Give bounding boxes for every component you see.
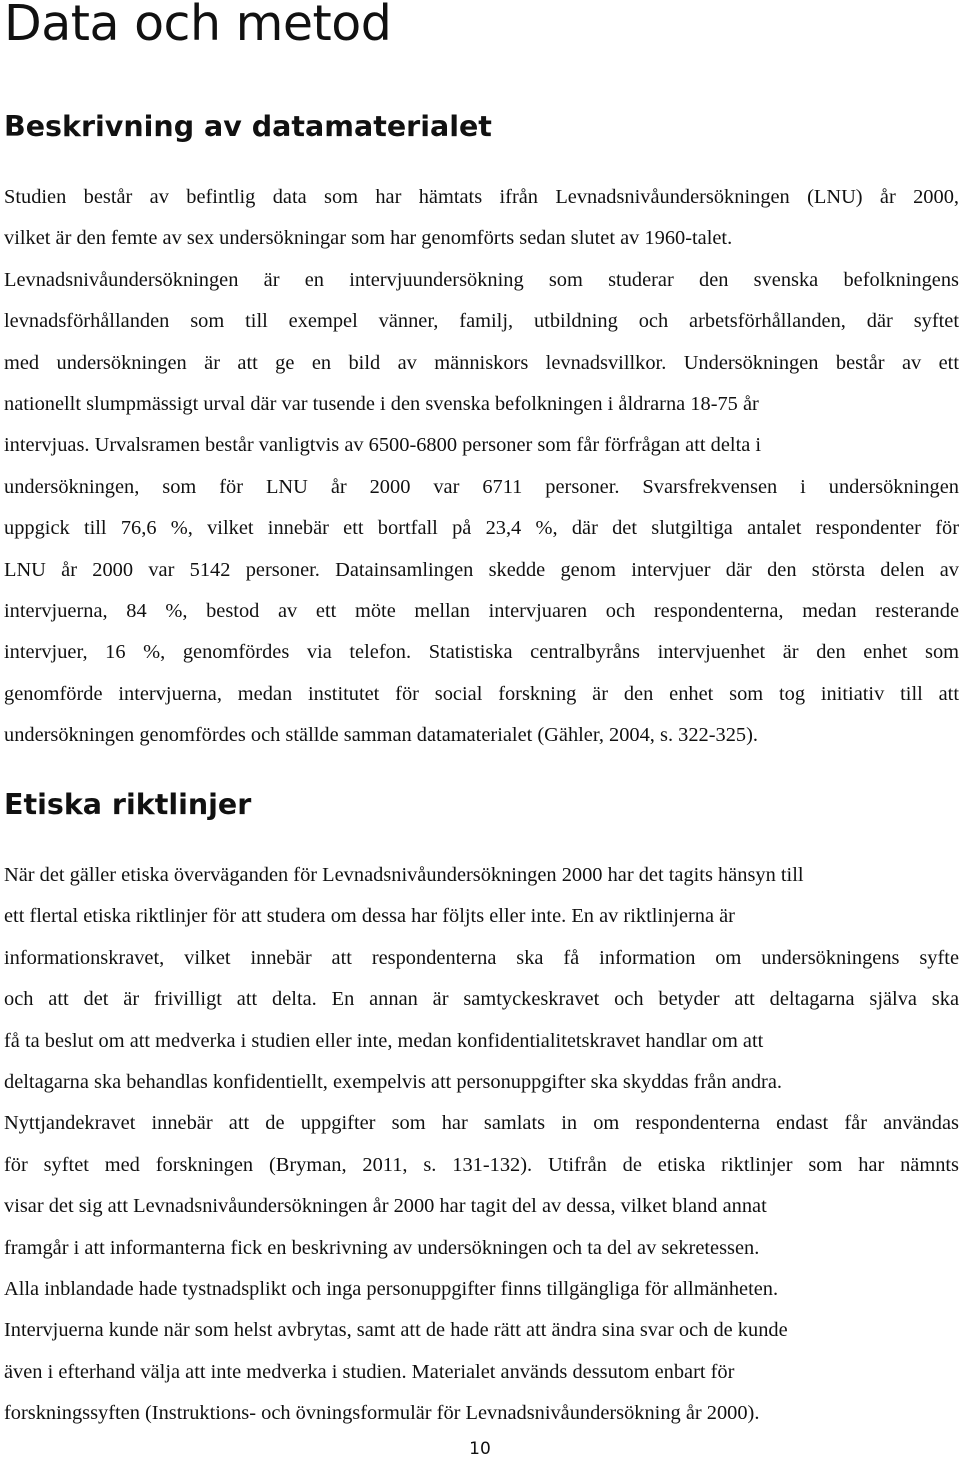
text-line: Levnadsnivåundersökningen är en intervjuundersökning som studerar den svenska befolkningens (4, 268, 959, 291)
text-line: få ta beslut om att medverka i studien eller inte, medan konfidentialitetskravet handlar om att (4, 1029, 764, 1052)
text-line: intervjuer, 16 %, genomfördes via telefon. Statistiska centralbyråns intervjuenhet är den enhet som (4, 641, 959, 664)
paragraph-beskrivning (4, 177, 959, 756)
text-line: När det gäller etiska överväganden för Levnadsnivåundersökningen 2000 har det tagits hänsyn till (4, 864, 804, 886)
text-line: undersökningen, som för LNU år 2000 var 6711 personer. Svarsfrekvensen i undersökningen (4, 475, 959, 498)
section-heading-beskrivning: Beskrivning av datamaterialet (4, 110, 492, 143)
text-line: för syftet med forskningen (Bryman, 2011, s. 131-132). Utifrån de etiska riktlinjer som har nämnts (4, 1153, 959, 1176)
text-line: Intervjuerna kunde när som helst avbrytas, samt att de hade rätt att ändra sina svar och de kunde (4, 1319, 788, 1342)
text-line: Studien består av befintlig data som har hämtats ifrån Levnadsnivåundersökningen (LNU) år 2000, (4, 186, 959, 208)
paragraph-etiska (4, 855, 959, 1434)
text-line: undersökningen genomfördes och ställde samman datamaterialet (Gähler, 2004, s. 322-325). (4, 724, 758, 747)
text-line: framgår i att informanterna fick en beskrivning av undersökningen och ta del av sekretessen. (4, 1236, 760, 1259)
text-line: nationellt slumpmässigt urval där var tusende i den svenska befolkningen i åldrarna 18-75 år (4, 392, 759, 415)
text-line: informationskravet, vilket innebär att respondenterna ska få information om undersökningens syfte (4, 946, 959, 969)
text-line: levnadsförhållanden som till exempel vänner, familj, utbildning och arbetsförhållanden, där syftet (4, 310, 959, 333)
text-line: intervjuerna, 84 %, bestod av ett möte mellan intervjuaren och respondenterna, medan resterande (4, 599, 959, 622)
text-line: deltagarna ska behandlas konfidentiellt, exempelvis att personuppgifter ska skyddas från andra. (4, 1070, 782, 1093)
text-line: med undersökningen är att ge en bild av människors levnadsvillkor. Undersökningen består av ett (4, 351, 959, 374)
text-line: ett flertal etiska riktlinjer för att studera om dessa har följts eller inte. En av riktlinjerna är (4, 905, 735, 928)
page-number: 10 (469, 1439, 491, 1459)
text-line: Nyttjandekravet innebär att de uppgifter som har samlats in om respondenterna endast får användas (4, 1112, 959, 1135)
text-line: forskningssyften (Instruktions- och övningsformulär för Levnadsnivåundersökning år 2000). (4, 1402, 760, 1425)
text-line: vilket är den femte av sex undersökningar som har genomförts sedan slutet av 1960-talet. (4, 227, 733, 250)
text-line: Alla inblandade hade tystnadsplikt och inga personuppgifter finns tillgängliga för allmänheten. (4, 1277, 779, 1300)
page-title: Data och metod (4, 0, 392, 52)
section-heading-etiska: Etiska riktlinjer (4, 788, 252, 821)
text-line: genomförde intervjuerna, medan institutet för social forskning är den enhet som tog initiativ till att (4, 682, 959, 705)
text-line: även i efterhand välja att inte medverka i studien. Materialet används dessutom enbart för (4, 1360, 735, 1383)
text-line: visar det sig att Levnadsnivåundersökningen år 2000 har tagit del av dessa, vilket bland annat (4, 1195, 767, 1218)
text-line: uppgick till 76,6 %, vilket innebär ett bortfall på 23,4 %, där det slutgiltiga antalet respondenter för (4, 517, 959, 540)
text-line: LNU år 2000 var 5142 personer. Datainsamlingen skedde genom intervjuer där den största delen av (4, 558, 959, 581)
text-line: och att det är frivilligt att delta. En annan är samtyckeskravet och betyder att deltagarna själva ska (4, 988, 959, 1011)
text-line: intervjuas. Urvalsramen består vanligtvis av 6500-6800 personer som får förfrågan att delta i (4, 434, 762, 457)
